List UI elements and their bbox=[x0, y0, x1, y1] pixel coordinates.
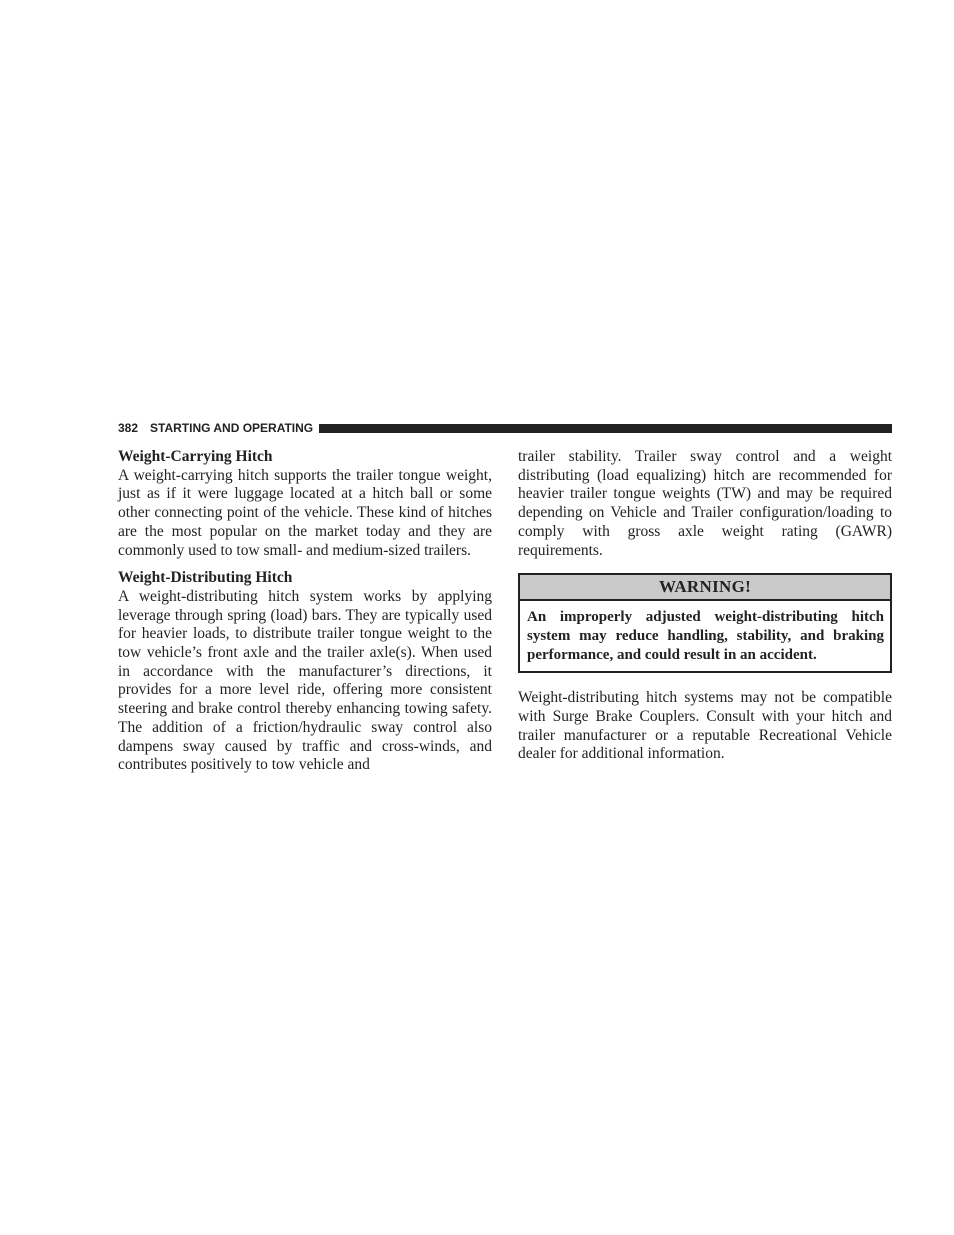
section-title: STARTING AND OPERATING bbox=[150, 421, 314, 435]
warning-body: An improperly adjusted weight-distributing hitch system may reduce handling, stability, and braking performance, and could result in an accident. bbox=[527, 609, 884, 663]
page-header bbox=[118, 419, 892, 437]
page-number: 382 bbox=[118, 421, 139, 435]
weight-carrying-heading: Weight-Carrying Hitch bbox=[118, 448, 273, 465]
warning-box bbox=[518, 573, 892, 673]
header-rule bbox=[319, 424, 892, 433]
right-column bbox=[518, 448, 892, 764]
weight-distributing-heading: Weight-Distributing Hitch bbox=[118, 569, 293, 587]
left-column bbox=[118, 448, 492, 775]
warning-title: WARNING! bbox=[520, 575, 890, 601]
weight-distributing-body: A weight-distributing hitch system works by applying leverage through spring (load) bars. They are typically used for heavier loads, to distribute trailer tongue weight to the tow vehicle’s front axle and the trailer axle(s). When used in accordance with the manufacturer’s directions, it provides for a more level ride, offering more consistent steering and brake control thereby enhancing towing safety. The addition of a friction/hydraulic sway control also dampens sway caused by traffic and cross-winds, and contributes positively to tow vehicle and bbox=[118, 587, 492, 774]
continuation-paragraph: trailer stability. Trailer sway control and a weight distributing (load equalizing) hitch are recommended for heavier trailer tongue weights (TW) and may be required depending on Vehicle and Trailer configuration/loading to comply with gross axle weight rating (GAWR) requirements. bbox=[518, 448, 892, 559]
weight-carrying-body: A weight-carrying hitch supports the trailer tongue weight, just as if it were luggage located at a hitch ball or some other connecting point of the vehicle. These kind of hitches are the most popular on the market today and they are commonly used to tow small- and medium-sized trailers. bbox=[118, 466, 492, 559]
closing-paragraph: Weight-distributing hitch systems may not be compatible with Surge Brake Couplers. Consult with your hitch and trailer manufacturer or a reputable Recreational Vehicle dealer for additional information. bbox=[518, 689, 892, 763]
